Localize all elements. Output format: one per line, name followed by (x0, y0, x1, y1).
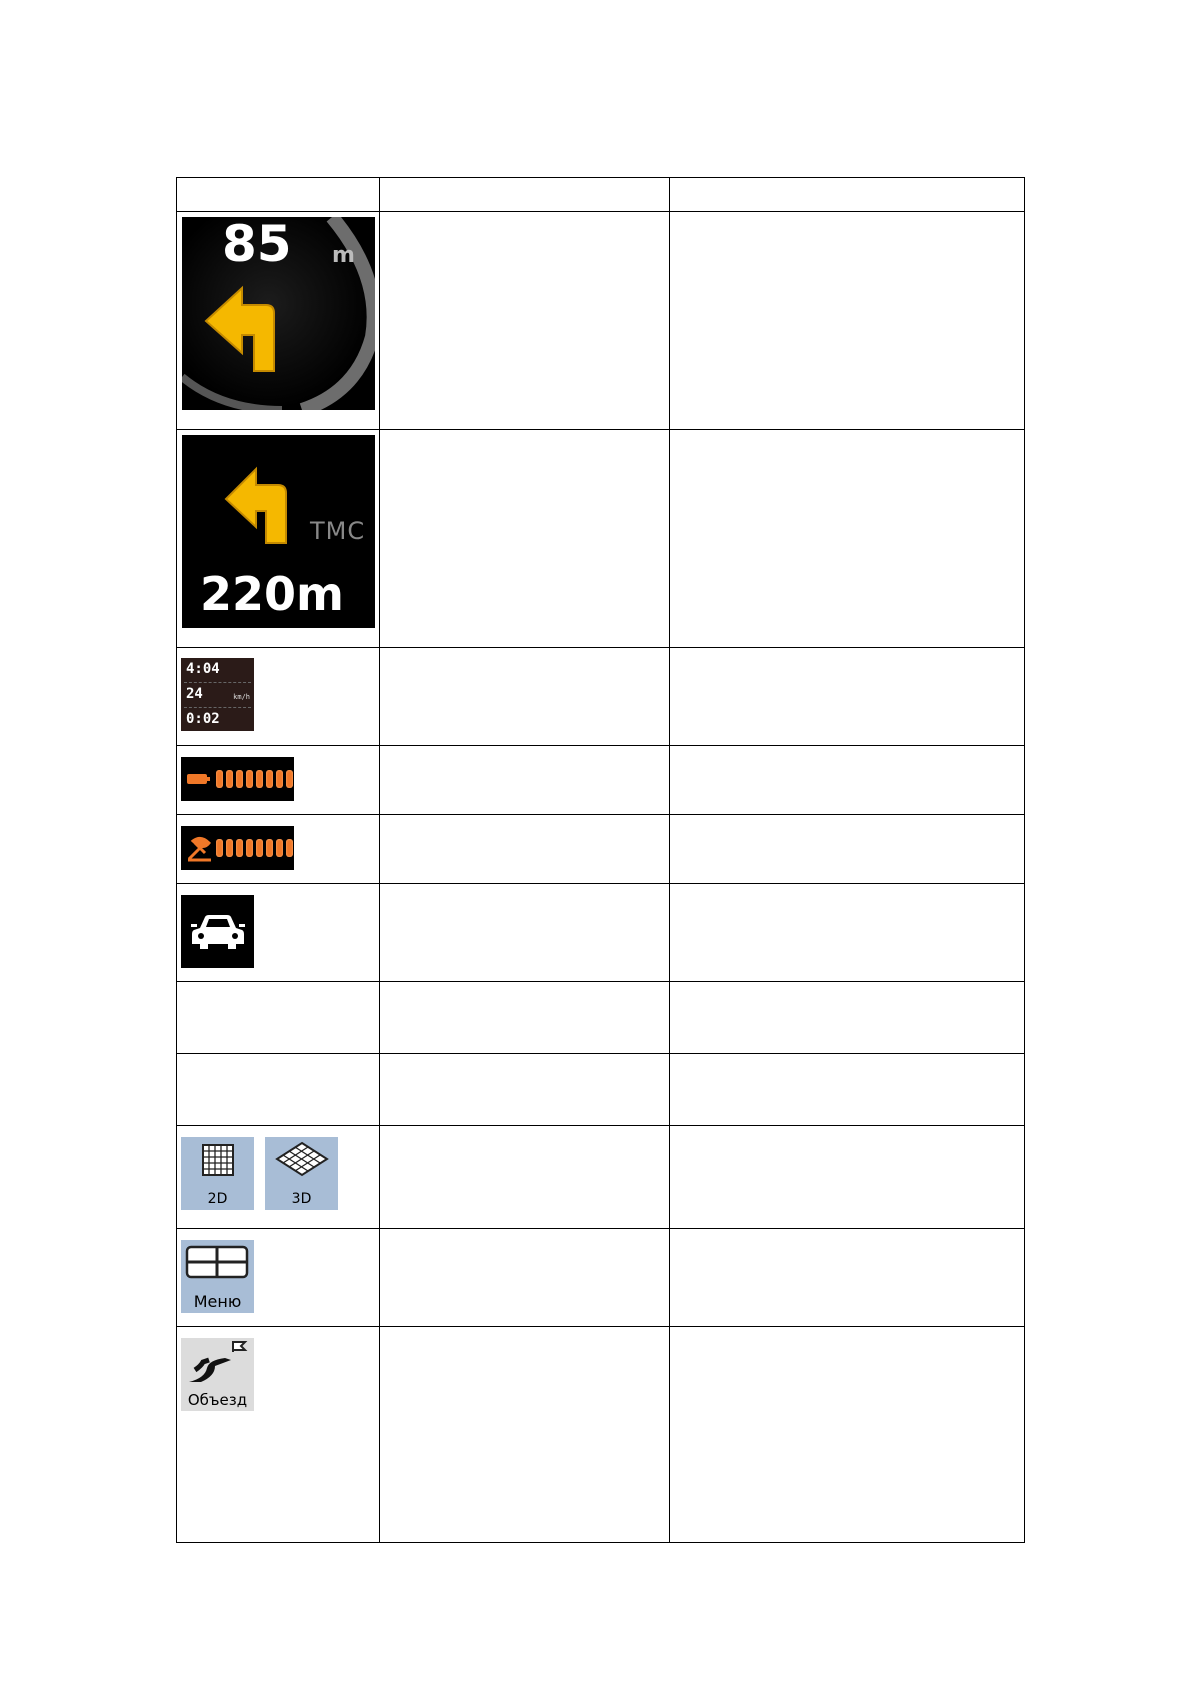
detour-icon (185, 1340, 251, 1384)
icon-cell (177, 648, 380, 746)
detour-button[interactable] (181, 1338, 254, 1411)
description-cell (380, 1126, 670, 1229)
table-row (177, 1327, 1025, 1543)
trip-speed: 24 (186, 686, 203, 702)
divider (184, 682, 251, 683)
details-cell (670, 815, 1025, 884)
gps-meter[interactable] (181, 826, 294, 870)
description-cell (380, 815, 670, 884)
details-cell (670, 1054, 1025, 1126)
details-cell (670, 1327, 1025, 1543)
icon-cell (177, 746, 380, 815)
icon-cell (177, 1054, 380, 1126)
icon-cell (177, 430, 380, 648)
table-row (177, 815, 1025, 884)
view-3d-button[interactable] (265, 1137, 338, 1210)
description-cell (380, 648, 670, 746)
icon-cell (177, 1229, 380, 1327)
divider (184, 707, 251, 708)
trip-remaining: 0:02 (186, 711, 220, 727)
description-cell (380, 746, 670, 815)
gps-bars (216, 839, 293, 857)
description-cell (380, 1327, 670, 1543)
vehicle-type-widget[interactable] (181, 895, 254, 968)
details-cell (670, 1229, 1025, 1327)
menu-label: Меню (193, 1292, 242, 1311)
icon-cell (177, 884, 380, 982)
header-cell-2 (380, 178, 670, 212)
description-cell (380, 1054, 670, 1126)
turn-distance: 85 (222, 217, 292, 273)
menu-button[interactable] (181, 1240, 254, 1313)
detour-label: Объезд (187, 1391, 248, 1409)
description-cell (380, 1229, 670, 1327)
distance-unit: m (332, 243, 355, 268)
table-row (177, 982, 1025, 1054)
icon-cell (177, 1327, 380, 1543)
grid-2d-icon (201, 1143, 235, 1177)
header-cell-3 (670, 178, 1025, 212)
details-cell (670, 430, 1025, 648)
table-row (177, 1229, 1025, 1327)
turn-distance: 220m (200, 567, 344, 621)
table-row (177, 648, 1025, 746)
table-row (177, 1126, 1025, 1229)
icon-cell (177, 982, 380, 1054)
details-cell (670, 212, 1025, 430)
details-cell (670, 982, 1025, 1054)
description-cell (380, 430, 670, 648)
speed-unit: km/h (233, 693, 250, 701)
next-turn-widget[interactable] (182, 217, 375, 410)
header-cell-1 (177, 178, 380, 212)
satellite-icon (185, 833, 215, 863)
details-cell (670, 648, 1025, 746)
turn-left-arrow-icon (224, 465, 314, 545)
menu-icon (185, 1244, 249, 1280)
table-row (177, 430, 1025, 648)
table-row (177, 884, 1025, 982)
view-2d-label: 2D (207, 1191, 228, 1207)
details-cell (670, 1126, 1025, 1229)
next-turn-tmc-widget[interactable] (182, 435, 375, 628)
description-cell (380, 982, 670, 1054)
description-cell (380, 212, 670, 430)
details-cell (670, 746, 1025, 815)
trip-time: 4:04 (186, 661, 220, 677)
turn-left-arrow-icon (204, 283, 304, 373)
table-row (177, 212, 1025, 430)
battery-bars (216, 770, 293, 788)
battery-meter[interactable] (181, 757, 294, 801)
battery-icon (186, 769, 216, 789)
view-3d-label: 3D (291, 1191, 312, 1207)
table-row (177, 1054, 1025, 1126)
icon-cell (177, 815, 380, 884)
table-row (177, 746, 1025, 815)
trip-info-widget[interactable] (181, 658, 254, 731)
details-cell (670, 884, 1025, 982)
icon-cell (177, 212, 380, 430)
description-cell (380, 884, 670, 982)
reference-table (176, 177, 1025, 1543)
tmc-label: TMC (310, 517, 366, 545)
car-icon (190, 912, 246, 952)
icon-cell (177, 1126, 380, 1229)
grid-3d-icon (275, 1141, 329, 1177)
view-2d-button[interactable] (181, 1137, 254, 1210)
table-header-row (177, 178, 1025, 212)
